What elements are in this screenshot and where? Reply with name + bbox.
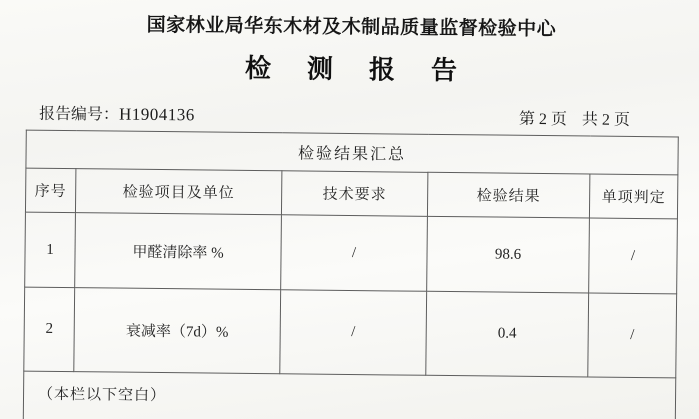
- page-current: 第 2 页: [518, 110, 568, 129]
- page-indicator: [519, 106, 630, 130]
- cell-result: 98.6: [427, 216, 590, 293]
- results-table: [23, 130, 679, 419]
- table-row: [24, 287, 677, 378]
- cell-seq: 1: [25, 212, 76, 288]
- cell-requirement: /: [281, 215, 428, 292]
- col-header-seq: 序号: [25, 168, 75, 213]
- table-title: 检验结果汇总: [26, 130, 678, 175]
- report-number-value: H1904136: [118, 104, 195, 125]
- col-header-result: 检验结果: [427, 172, 589, 218]
- cell-judgment: /: [589, 218, 678, 294]
- cell-item: 衰减率（7d）%: [74, 288, 281, 374]
- report-number: [39, 101, 195, 126]
- cell-result: 0.4: [426, 291, 589, 377]
- table-header-row: [25, 168, 677, 219]
- report-title: 检测报告: [244, 52, 494, 86]
- col-header-requirement: 技术要求: [281, 171, 427, 217]
- meta-row: [1, 100, 699, 130]
- cell-requirement: /: [280, 290, 427, 376]
- col-header-item: 检验项目及单位: [75, 169, 281, 215]
- cell-judgment: /: [588, 293, 677, 378]
- report-number-label: 报告编号：: [38, 105, 120, 124]
- page-total: 共 2 页: [581, 111, 631, 129]
- table-row: [25, 212, 678, 294]
- table-footer-note: （本栏以下空白）: [23, 371, 676, 419]
- cell-seq: 2: [24, 287, 75, 372]
- cell-item: 甲醛清除率 %: [75, 213, 282, 290]
- org-name: 国家林业局华东木材及木制品质量监督检验中心: [146, 14, 557, 41]
- col-header-judgment: 单项判定: [589, 174, 677, 219]
